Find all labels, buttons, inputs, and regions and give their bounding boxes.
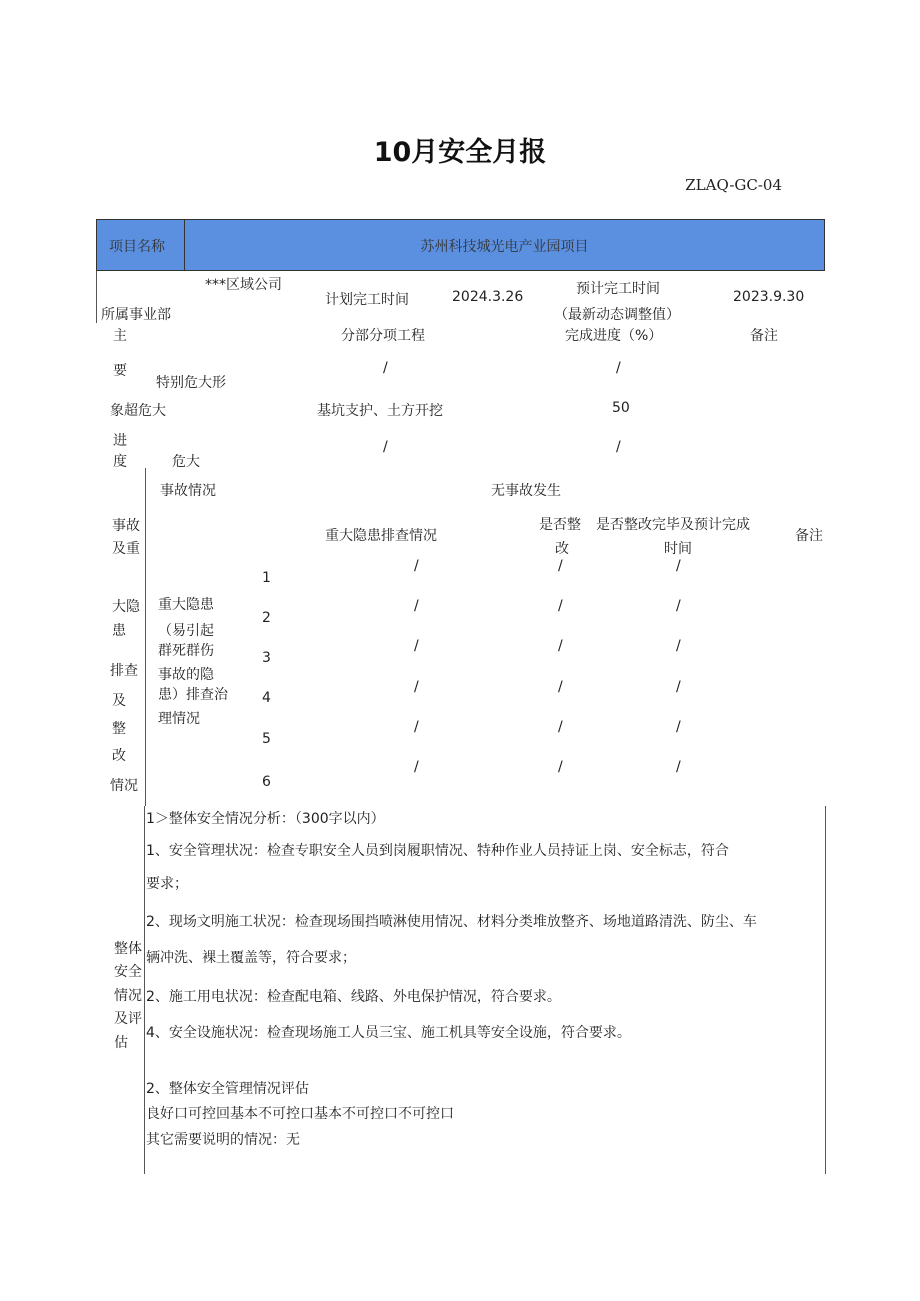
hazard-row-no-4: 4 [262,690,271,706]
dept-label: 所属事业部 [101,307,171,323]
hazard-label-6: 理情况 [158,711,200,727]
progress-side-5: 度 [113,454,127,470]
plan-finish-value: 2024.3.26 [452,289,524,305]
dept-value: ***区域公司 [205,277,282,293]
hazard-row-time-4: / [676,679,681,695]
accident-label: 事故情况 [160,483,216,499]
expected-finish-note: （最新动态调整值） [554,307,680,323]
accident-side-5: 排查 [110,663,138,679]
progress-row-pct-3: / [616,439,621,455]
hazard-row-no-3: 3 [262,650,271,666]
hazard-row-time-5: / [676,719,681,735]
hazard-row-time-1: / [676,558,681,574]
hazard-row-check-1: / [414,558,419,574]
overall-side-3: 情况 [114,988,142,1004]
progress-side-1: 主 [113,328,127,344]
col-accident-remark: 备注 [795,528,823,544]
col-finish-time-2: 时间 [664,541,692,557]
progress-side-4: 进 [113,433,127,449]
other-notes: 其它需要说明的情况：无 [146,1132,300,1148]
expected-finish-label: 预计完工时间 [576,281,660,297]
accident-side-1: 事故 [112,518,140,534]
overall-heading: 1＞整体安全情况分析：（300字以内） [146,811,385,827]
accident-side-4: 患 [112,623,126,639]
hazard-label-2: （易引起 [158,623,214,639]
col-hazard-check: 重大隐患排查情况 [325,528,437,544]
hazard-row-time-3: / [676,638,681,654]
project-name-label: 项目名称 [109,239,165,255]
accident-side-7: 整 [112,721,126,737]
hazard-row-check-6: / [414,759,419,775]
progress-row-pct-2: 50 [612,400,630,416]
accident-side-6: 及 [112,693,126,709]
border-overall-right [825,806,826,1174]
border-left-dept [96,271,97,323]
hazard-row-check-5: / [414,719,419,735]
progress-row-sub-2: 基坑支护、土方开挖 [317,403,443,419]
col-rectified-1: 是否整 [539,517,581,533]
accident-value: 无事故发生 [491,483,561,499]
col-finish-time-1: 是否整改完毕及预计完成 [596,517,750,533]
hazard-row-no-2: 2 [262,610,271,626]
project-name-row [96,219,825,271]
plan-finish-label: 计划完工时间 [325,292,409,308]
hazard-row-time-2: / [676,598,681,614]
overall-side-2: 安全 [114,964,142,980]
hazard-label-4: 事故的隐 [158,667,214,683]
hazard-label-1: 重大隐患 [158,597,214,613]
overall-side-5: 估 [114,1035,128,1051]
evaluation-heading: 2、整体安全管理情况评估 [146,1081,309,1097]
report-title: 10月安全月报 [373,137,547,168]
col-completion: 完成进度（%） [565,328,663,344]
overall-para-4: 4、安全设施状况：检查现场施工人员三宝、施工机具等安全设施，符合要求。 [146,1025,631,1041]
hazard-row-no-6: 6 [262,774,271,790]
hazard-row-no-5: 5 [262,731,271,747]
accident-side-2: 及重 [112,541,140,557]
hazard-row-check-2: / [414,598,419,614]
hazard-row-fixed-4: / [558,679,563,695]
overall-side-1: 整体 [114,941,142,957]
hazard-row-fixed-6: / [558,759,563,775]
hazard-row-time-6: / [676,759,681,775]
border-accident-left [145,468,146,806]
hazard-row-check-4: / [414,679,419,695]
progress-side-3: 象超危大 [110,403,166,419]
overall-para-2a: 2、现场文明施工状况：检查现场围挡喷淋使用情况、材料分类堆放整齐、场地道路清洗、防尘、车 [146,914,757,930]
expected-finish-value: 2023.9.30 [733,289,805,305]
accident-side-3: 大隐 [112,599,140,615]
col-sub-project: 分部分项工程 [341,328,425,344]
progress-row-label-3: 危大 [172,454,200,470]
progress-row-sub-1: / [383,360,388,376]
hazard-row-fixed-3: / [558,638,563,654]
document-code: ZLAQ-GC-04 [685,176,782,194]
col-remark: 备注 [750,328,778,344]
progress-row-pct-1: / [616,360,621,376]
hazard-row-fixed-2: / [558,598,563,614]
border-overall-left [144,806,145,1174]
accident-side-8: 改 [112,748,126,764]
col-rectified-2: 改 [555,541,569,557]
overall-para-3: 2、施工用电状况：检查配电箱、线路、外电保护情况，符合要求。 [146,989,561,1005]
progress-row-sub-3: / [383,439,388,455]
hazard-row-check-3: / [414,638,419,654]
progress-row-label-1: 特别危大形 [156,375,226,391]
hazard-row-fixed-5: / [558,719,563,735]
evaluation-options: 良好口可控回基本不可控口基本不可控口不可控口 [146,1106,454,1122]
overall-side-4: 及评 [114,1011,142,1027]
overall-para-2b: 辆冲洗、裸土覆盖等，符合要求； [146,950,356,966]
hazard-label-3: 群死群伤 [158,643,214,659]
hazard-row-fixed-1: / [558,558,563,574]
project-name-value: 苏州科技城光电产业园项目 [420,239,589,255]
overall-para-1a: 1、安全管理状况：检查专职安全人员到岗履职情况、特种作业人员持证上岗、安全标志，符合 [146,843,729,859]
hazard-row-no-1: 1 [262,570,271,586]
overall-para-1b: 要求； [146,876,188,892]
hazard-label-5: 患）排查治 [158,687,228,703]
progress-side-2: 要 [113,363,127,379]
accident-side-9: 情况 [110,778,138,794]
